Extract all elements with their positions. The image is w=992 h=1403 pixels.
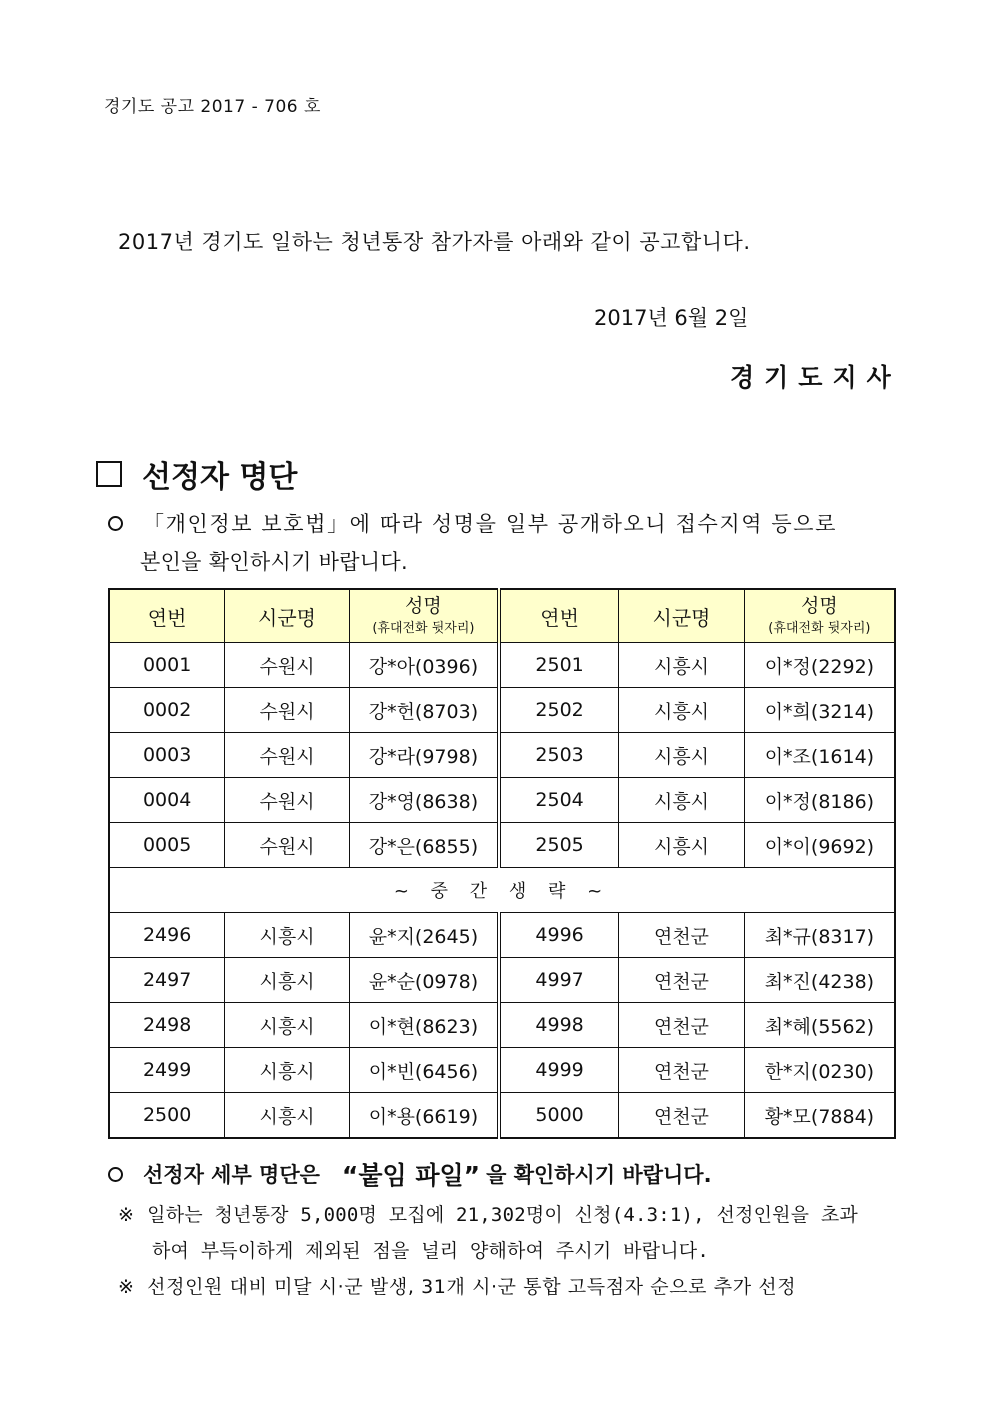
attachment-label: “붙임 파일”: [341, 1161, 481, 1190]
cell-name: 최*진(4238): [744, 958, 895, 1003]
note-1-line-1: 일하는 청년통장 5,000명 모집에 21,302명이 신청(4.3:1), 선정인원을 초과: [147, 1204, 858, 1226]
cell-no: 2499: [109, 1048, 225, 1093]
col-header-name-main: 성명: [405, 595, 442, 617]
cell-no: 4999: [499, 1048, 619, 1093]
col-header-name-sub-2: (휴대전화 뒷자리): [768, 621, 871, 636]
cell-city: 연천군: [619, 1003, 745, 1048]
cell-city: 시흥시: [619, 688, 745, 733]
cell-name: 한*지(0230): [744, 1048, 895, 1093]
col-header-city-2: 시군명: [619, 589, 745, 643]
cell-name: 이*희(3214): [744, 688, 895, 733]
section-title: [96, 452, 297, 496]
intro-text: 2017년 경기도 일하는 청년통장 참가자를 아래와 같이 공고합니다.: [118, 230, 751, 254]
detail-notice: [108, 1156, 712, 1192]
note-mark: ※: [118, 1204, 135, 1226]
note-1-line-2: 하여 부득이하게 제외된 점을 널리 양해하여 주시기 바랍니다.: [152, 1240, 709, 1262]
omitted-text: ~ 중 간 생 략 ~: [109, 868, 895, 913]
privacy-line-2: 본인을 확인하시기 바랍니다.: [140, 550, 408, 574]
cell-city: 시흥시: [225, 1048, 350, 1093]
notice-date: 2017년 6월 2일: [594, 306, 749, 330]
cell-no: 4998: [499, 1003, 619, 1048]
cell-name: 이*빈(6456): [349, 1048, 499, 1093]
table-header-row: [109, 589, 895, 643]
table-row: [109, 913, 895, 958]
cell-name: 이*이(9692): [744, 823, 895, 868]
col-header-name-2: [744, 589, 895, 643]
cell-name: 윤*순(0978): [349, 958, 499, 1003]
cell-name: 강*영(8638): [349, 778, 499, 823]
cell-name: 황*모(7884): [744, 1093, 895, 1139]
selected-roster-table: [108, 588, 896, 1139]
cell-name: 최*혜(5562): [744, 1003, 895, 1048]
col-header-no-2: 연번: [499, 589, 619, 643]
cell-city: 시흥시: [619, 733, 745, 778]
detail-suffix: 을 확인하시기 바랍니다.: [486, 1163, 712, 1187]
cell-city: 연천군: [619, 1093, 745, 1139]
cell-name: 최*규(8317): [744, 913, 895, 958]
cell-city: 시흥시: [225, 958, 350, 1003]
cell-no: 2505: [499, 823, 619, 868]
cell-city: 시흥시: [225, 1093, 350, 1139]
cell-name: 이*현(8623): [349, 1003, 499, 1048]
bullet-circle-icon: [108, 1167, 123, 1182]
cell-city: 수원시: [225, 778, 350, 823]
cell-city: 시흥시: [619, 778, 745, 823]
col-header-no: 연번: [109, 589, 225, 643]
cell-no: 2500: [109, 1093, 225, 1139]
cell-no: 0005: [109, 823, 225, 868]
table-row: [109, 733, 895, 778]
cell-name: 이*조(1614): [744, 733, 895, 778]
cell-name: 이*용(6619): [349, 1093, 499, 1139]
checkbox-square-icon: [96, 461, 122, 487]
cell-city: 수원시: [225, 688, 350, 733]
note-2-text: 선정인원 대비 미달 시·군 발생, 31개 시·군 통합 고득점자 순으로 추가 선정: [147, 1276, 797, 1298]
cell-no: 2498: [109, 1003, 225, 1048]
privacy-line-1: 「개인정보 보호법」에 따라 성명을 일부 공개하오니 접수지역 등으로: [143, 512, 838, 536]
col-header-name-main-2: 성명: [801, 595, 838, 617]
cell-name: 이*정(8186): [744, 778, 895, 823]
table-row: [109, 958, 895, 1003]
cell-no: 0001: [109, 643, 225, 688]
table-row: [109, 1093, 895, 1139]
privacy-notice: [108, 508, 837, 538]
cell-city: 시흥시: [619, 823, 745, 868]
col-header-name: [349, 589, 499, 643]
col-header-city: 시군명: [225, 589, 350, 643]
cell-city: 수원시: [225, 643, 350, 688]
cell-city: 수원시: [225, 733, 350, 778]
cell-name: 윤*지(2645): [349, 913, 499, 958]
table-row: [109, 1003, 895, 1048]
note-mark: ※: [118, 1276, 135, 1298]
cell-no: 2497: [109, 958, 225, 1003]
notice-number: 경기도 공고 2017 - 706 호: [104, 97, 321, 117]
bullet-circle-icon: [108, 516, 123, 531]
note-1: [118, 1200, 858, 1227]
cell-no: 2504: [499, 778, 619, 823]
cell-no: 0004: [109, 778, 225, 823]
table-row: [109, 778, 895, 823]
detail-prefix: 선정자 세부 명단은: [143, 1163, 320, 1187]
cell-city: 시흥시: [619, 643, 745, 688]
cell-no: 5000: [499, 1093, 619, 1139]
cell-no: 2501: [499, 643, 619, 688]
cell-name: 강*헌(8703): [349, 688, 499, 733]
cell-no: 4997: [499, 958, 619, 1003]
section-title-text: 선정자 명단: [142, 460, 298, 495]
cell-city: 연천군: [619, 913, 745, 958]
cell-city: 시흥시: [225, 913, 350, 958]
note-2: [118, 1272, 796, 1299]
issuer: 경기도지사: [730, 363, 901, 392]
cell-no: 2503: [499, 733, 619, 778]
cell-city: 연천군: [619, 1048, 745, 1093]
table-row: [109, 688, 895, 733]
cell-city: 수원시: [225, 823, 350, 868]
cell-no: 0003: [109, 733, 225, 778]
cell-name: 강*라(9798): [349, 733, 499, 778]
cell-city: 연천군: [619, 958, 745, 1003]
cell-no: 0002: [109, 688, 225, 733]
table-row: [109, 1048, 895, 1093]
cell-no: 2496: [109, 913, 225, 958]
table-row: [109, 823, 895, 868]
omitted-row: [109, 868, 895, 913]
cell-no: 2502: [499, 688, 619, 733]
cell-city: 시흥시: [225, 1003, 350, 1048]
col-header-name-sub: (휴대전화 뒷자리): [372, 621, 475, 636]
cell-name: 강*은(6855): [349, 823, 499, 868]
cell-name: 이*정(2292): [744, 643, 895, 688]
cell-name: 강*아(0396): [349, 643, 499, 688]
cell-no: 4996: [499, 913, 619, 958]
table-row: [109, 643, 895, 688]
